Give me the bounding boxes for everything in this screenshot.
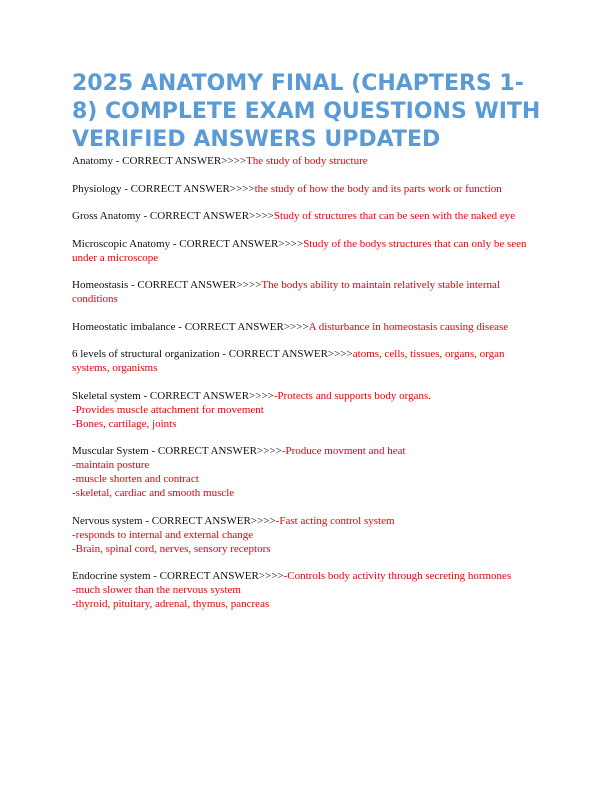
question-term: Endocrine system	[72, 570, 151, 582]
answer-line: -much slower than the nervous system	[72, 584, 241, 596]
qa-entry	[72, 569, 544, 611]
answer-text: A disturbance in homeostasis causing disease	[308, 320, 509, 333]
answer-text: Study of the bodys structures that can only be seen under a microscope	[72, 237, 527, 264]
answer-text: The bodys ability to maintain relatively stable internal conditions	[72, 279, 500, 305]
question-term: Homeostatic imbalance	[72, 320, 176, 333]
question-term: 6 levels of structural organization	[72, 348, 220, 360]
answer-text: atoms, cells, tissues, organs, organ systems, organisms	[72, 348, 505, 374]
qa-entry	[72, 154, 544, 168]
qa-entry	[72, 182, 544, 196]
answer-line: -thyroid, pituitary, adrenal, thymus, pancreas	[72, 598, 270, 610]
answer-text: -Protects and supports body organs.	[273, 389, 432, 402]
question-term: Homeostasis	[72, 279, 129, 291]
answer-text: the study of how the body and its parts work or function	[254, 182, 502, 195]
qa-entry	[72, 389, 544, 431]
answer-separator: - CORRECT ANSWER>>>>	[175, 320, 309, 333]
qa-entry	[72, 320, 544, 334]
qa-entry	[72, 444, 544, 500]
question-term: Muscular System	[72, 445, 149, 457]
answer-separator: - CORRECT ANSWER>>>>	[150, 570, 284, 582]
question-term: Anatomy	[72, 155, 113, 167]
question-term: Microscopic Anatomy	[72, 237, 171, 250]
answer-line: -maintain posture	[72, 459, 150, 471]
answer-line: -responds to internal and external change	[72, 528, 254, 541]
answer-separator: - CORRECT ANSWER>>>>	[219, 348, 353, 360]
answer-separator: - CORRECT ANSWER>>>>	[140, 210, 274, 222]
answer-line: -Brain, spinal cord, nerves, sensory receptors	[72, 542, 271, 555]
answer-line: -skeletal, cardiac and smooth muscle	[72, 487, 235, 499]
qa-entry	[72, 514, 544, 556]
question-term: Nervous system	[72, 514, 143, 527]
question-term: Skeletal system	[72, 389, 141, 402]
qa-entry	[72, 347, 544, 375]
answer-separator: - CORRECT ANSWER>>>>	[142, 514, 276, 527]
qa-list	[72, 154, 544, 611]
answer-line: -Provides muscle attachment for movement	[72, 403, 264, 416]
answer-text: -Produce movment and heat	[281, 445, 406, 457]
qa-entry	[72, 209, 544, 223]
document-page	[72, 70, 544, 625]
answer-separator: - CORRECT ANSWER>>>>	[170, 237, 304, 250]
answer-separator: - CORRECT ANSWER>>>>	[128, 279, 262, 291]
answer-text: -Fast acting control system	[275, 514, 395, 527]
answer-separator: - CORRECT ANSWER>>>>	[140, 389, 274, 402]
qa-entry	[72, 237, 544, 265]
answer-line: -Bones, cartilage, joints	[72, 417, 177, 430]
answer-separator: - CORRECT ANSWER>>>>	[121, 182, 255, 195]
answer-text: -Controls body activity through secreting hormones	[283, 570, 512, 582]
qa-entry	[72, 278, 544, 306]
question-term: Gross Anatomy	[72, 210, 141, 222]
answer-separator: - CORRECT ANSWER>>>>	[148, 445, 282, 457]
answer-separator: - CORRECT ANSWER>>>>	[112, 155, 247, 167]
document-title: 2025 ANATOMY FINAL (CHAPTERS 1-8) COMPLETE EXAM QUESTIONS WITH VERIFIED ANSWERS UPDATED	[72, 71, 541, 152]
answer-line: -muscle shorten and contract	[72, 473, 199, 485]
answer-text: The study of body structure	[246, 155, 368, 167]
answer-text: Study of structures that can be seen with the naked eye	[273, 210, 516, 222]
question-term: Physiology	[72, 182, 122, 195]
